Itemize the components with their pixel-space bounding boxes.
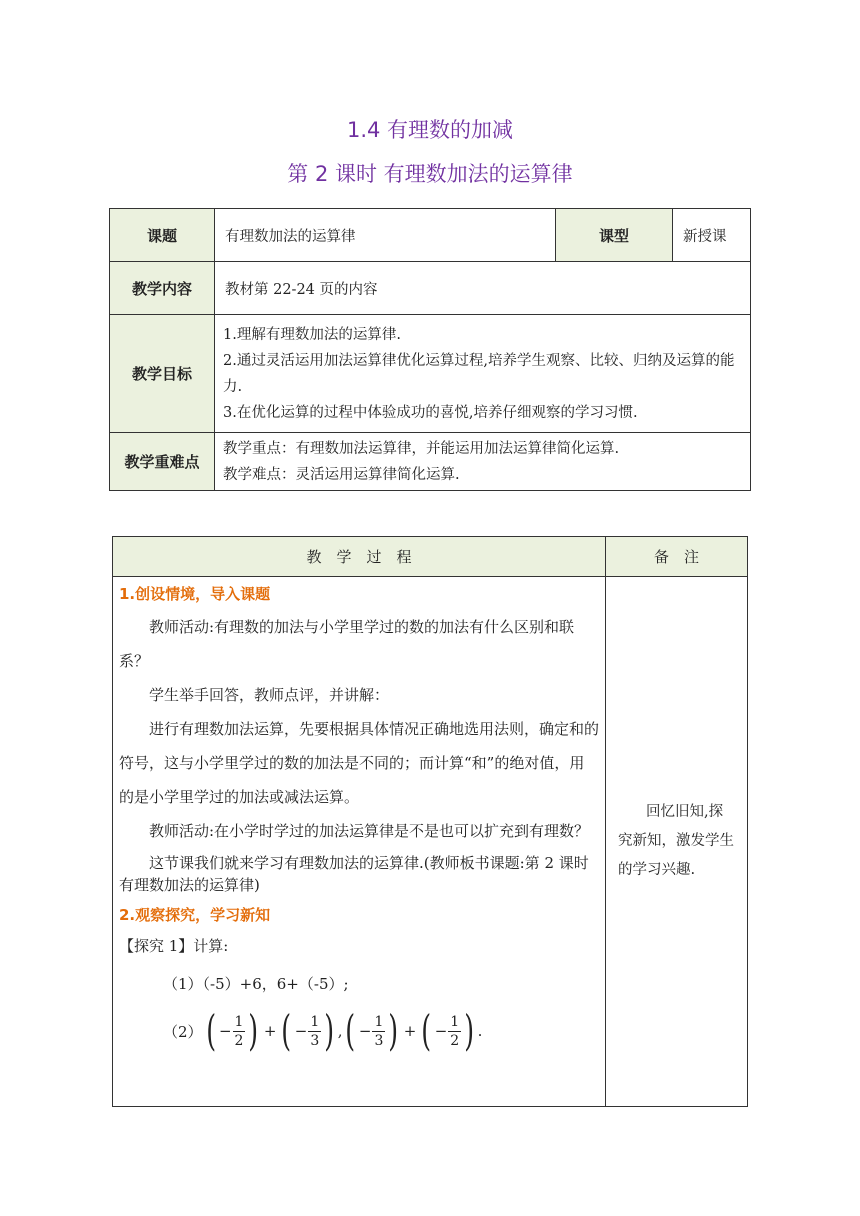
right-paren: ) bbox=[248, 1006, 259, 1055]
minus-sign: − bbox=[218, 1022, 232, 1040]
plus-sign: + bbox=[403, 1022, 417, 1040]
paragraph: 教师活动:在小学时学过的加法运算律是不是也可以扩充到有理数？ bbox=[149, 822, 590, 840]
left-paren: ( bbox=[281, 1006, 292, 1055]
topic-value: 有理数加法的运算律 bbox=[215, 209, 556, 262]
goals-label: 教学目标 bbox=[110, 315, 215, 433]
note-cell bbox=[606, 577, 748, 1107]
section-title: 1.4 有理数的加减 bbox=[346, 118, 514, 142]
plus-sign: + bbox=[263, 1022, 277, 1040]
topic-label: 课题 bbox=[110, 209, 215, 262]
goal-item: 2.通过灵活运用加法运算律优化运算过程,培养学生观察、比较、归纳及运算的能力. bbox=[223, 352, 735, 395]
difficulty-cell bbox=[215, 433, 751, 491]
content-label: 教学内容 bbox=[110, 262, 215, 315]
fraction: $\frac{1}{3}$ bbox=[310, 1013, 320, 1049]
fraction-term bbox=[342, 1006, 401, 1055]
right-paren: ) bbox=[324, 1006, 335, 1055]
goal-item: 1.理解有理数加法的运算律. bbox=[223, 326, 401, 343]
type-label: 课型 bbox=[556, 209, 673, 262]
goals-cell bbox=[215, 315, 751, 433]
paragraph: 这节课我们就来学习有理数加法的运算律.(教师板书课题:第 2 课时 有理数加法的运算律) bbox=[119, 854, 604, 894]
comma: , bbox=[337, 1022, 343, 1040]
lesson-title: 第 2 课时 有理数加法的运算律 bbox=[287, 162, 573, 186]
fraction: $\frac{1}{2}$ bbox=[450, 1013, 460, 1049]
lesson-info-table bbox=[109, 208, 751, 491]
exercise-2 bbox=[163, 1006, 599, 1055]
period: . bbox=[477, 1022, 483, 1040]
left-paren: ( bbox=[421, 1006, 432, 1055]
paragraph: 进行有理数加法运算，先要根据具体情况正确地选用法则，确定和的符号，这与小学里学过的数的加法是不同的；而计算“和”的绝对值，用的是小学里学过的加法或减法运算。 bbox=[119, 720, 600, 806]
teaching-process-table bbox=[112, 536, 748, 1107]
left-paren: ( bbox=[205, 1006, 216, 1055]
fraction: $\frac{1}{3}$ bbox=[374, 1013, 384, 1049]
content-value: 教材第 22-24 页的内容 bbox=[215, 262, 751, 315]
left-paren: ( bbox=[345, 1006, 356, 1055]
minus-sign: − bbox=[358, 1022, 372, 1040]
type-value: 新授课 bbox=[673, 209, 751, 262]
section-heading: 2.观察探究，学习新知 bbox=[119, 906, 271, 924]
explore-label: 【探究 1】计算: bbox=[119, 937, 229, 955]
minus-sign: − bbox=[294, 1022, 308, 1040]
difficulty-label: 教学重难点 bbox=[110, 433, 215, 491]
exercise-2-label: （2） bbox=[163, 1022, 203, 1041]
minus-sign: − bbox=[434, 1022, 448, 1040]
difficulty-point: 教学难点：灵活运用运算律简化运算. bbox=[223, 466, 460, 483]
exercise-1: （1）（-5）+6，6+（-5）; bbox=[163, 975, 349, 993]
fraction-term bbox=[278, 1006, 337, 1055]
fraction-term bbox=[418, 1006, 477, 1055]
fraction-term bbox=[203, 1006, 262, 1055]
right-paren: ) bbox=[464, 1006, 475, 1055]
key-point: 教学重点：有理数加法运算律，并能运用加法运算律简化运算. bbox=[223, 440, 620, 457]
note-text: 回忆旧知,探究新知，激发学生的学习兴趣. bbox=[618, 804, 734, 878]
paragraph: 教师活动:有理数的加法与小学里学过的数的加法有什么区别和联系？ bbox=[119, 618, 575, 670]
right-paren: ) bbox=[388, 1006, 399, 1055]
fraction: $\frac{1}{2}$ bbox=[234, 1013, 244, 1049]
process-content bbox=[113, 577, 606, 1107]
section-heading: 1.创设情境，导入课题 bbox=[119, 585, 271, 603]
goal-item: 3.在优化运算的过程中体验成功的喜悦,培养仔细观察的学习习惯. bbox=[223, 404, 638, 421]
process-header: 教 学 过 程 bbox=[113, 537, 606, 577]
paragraph: 学生举手回答，教师点评，并讲解： bbox=[149, 686, 390, 704]
note-header: 备 注 bbox=[606, 537, 748, 577]
